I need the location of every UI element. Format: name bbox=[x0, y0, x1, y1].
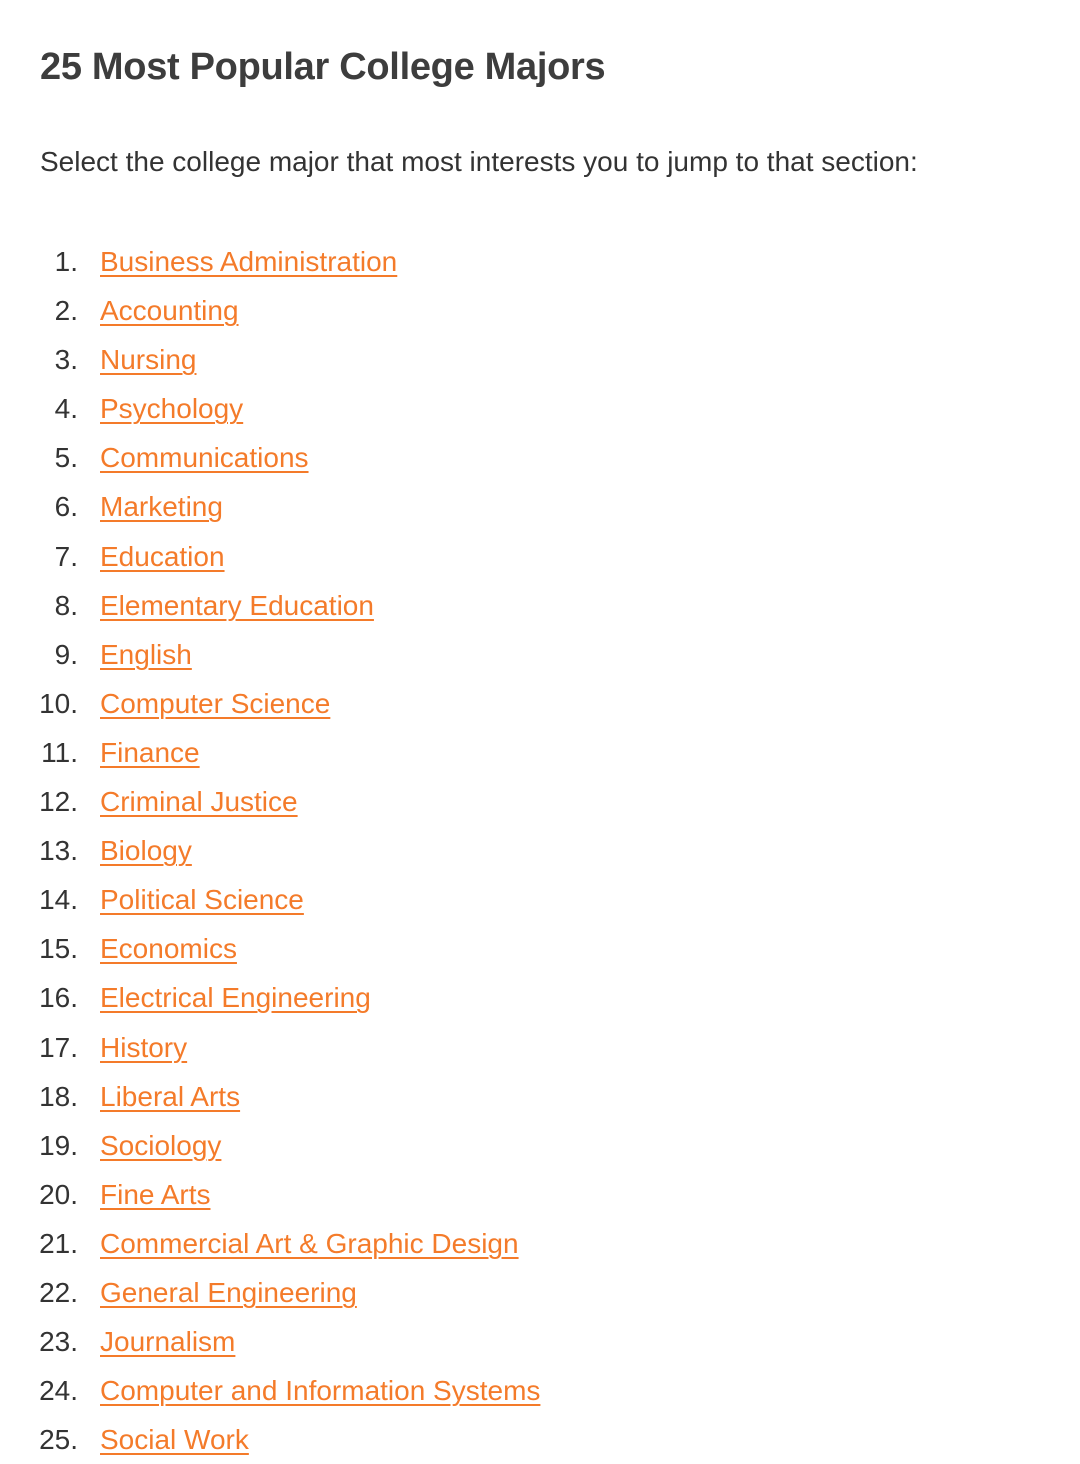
list-item-number: 15. bbox=[39, 933, 78, 965]
list-item-number: 18. bbox=[39, 1080, 78, 1112]
list-item-number: 9. bbox=[54, 638, 78, 670]
major-link[interactable]: Nursing bbox=[100, 344, 197, 376]
list-item-number: 5. bbox=[54, 442, 78, 474]
list-item-number: 14. bbox=[39, 884, 78, 916]
intro-text: Select the college major that most interests you to jump to that section: bbox=[40, 146, 918, 177]
list-item-number: 24. bbox=[39, 1375, 78, 1407]
list-item-number: 3. bbox=[54, 344, 78, 376]
list-item-number: 22. bbox=[39, 1276, 78, 1308]
list-item-number: 2. bbox=[54, 295, 78, 327]
list-item-number: 6. bbox=[54, 491, 78, 523]
major-link[interactable]: Social Work bbox=[100, 1424, 249, 1456]
major-link[interactable]: Electrical Engineering bbox=[100, 982, 371, 1014]
list-item-number: 4. bbox=[54, 393, 78, 425]
major-link[interactable]: Commercial Art & Graphic Design bbox=[100, 1227, 519, 1259]
major-link[interactable]: Political Science bbox=[100, 884, 304, 916]
list-item-number: 23. bbox=[39, 1326, 78, 1358]
major-link[interactable]: Communications bbox=[100, 442, 309, 474]
major-link[interactable]: Business Administration bbox=[100, 246, 398, 277]
major-link[interactable]: Sociology bbox=[100, 1129, 222, 1161]
major-link[interactable]: English bbox=[100, 638, 192, 670]
major-link[interactable]: Computer Science bbox=[100, 687, 331, 719]
major-link[interactable]: Journalism bbox=[100, 1326, 236, 1358]
major-link[interactable]: Liberal Arts bbox=[100, 1080, 241, 1112]
major-link[interactable]: Criminal Justice bbox=[100, 786, 298, 818]
major-link[interactable]: Marketing bbox=[100, 491, 223, 523]
list-item-number: 17. bbox=[39, 1031, 78, 1063]
major-link[interactable]: Economics bbox=[100, 933, 237, 965]
list-item-number: 1. bbox=[54, 246, 78, 277]
list-item-number: 8. bbox=[54, 589, 78, 621]
list-item-number: 19. bbox=[39, 1129, 78, 1161]
list-item-number: 13. bbox=[39, 835, 78, 867]
major-link[interactable]: Psychology bbox=[100, 393, 244, 425]
list-item-number: 11. bbox=[41, 736, 78, 768]
page-title: 25 Most Popular College Majors bbox=[40, 46, 606, 88]
major-link[interactable]: Education bbox=[100, 540, 225, 572]
major-link[interactable]: Biology bbox=[100, 835, 192, 867]
major-link[interactable]: Fine Arts bbox=[100, 1178, 211, 1210]
major-link[interactable]: Finance bbox=[100, 736, 200, 768]
list-item-number: 10. bbox=[39, 687, 78, 719]
list-item-number: 25. bbox=[39, 1424, 78, 1456]
list-item-number: 12. bbox=[39, 786, 78, 818]
list-item-number: 21. bbox=[39, 1227, 78, 1259]
major-link[interactable]: Computer and Information Systems bbox=[100, 1375, 541, 1407]
major-link[interactable]: Elementary Education bbox=[100, 589, 374, 621]
major-link[interactable]: Accounting bbox=[100, 295, 239, 327]
list-item-number: 20. bbox=[39, 1178, 78, 1210]
list-item-number: 16. bbox=[39, 982, 78, 1014]
major-link[interactable]: History bbox=[100, 1031, 188, 1063]
major-link[interactable]: General Engineering bbox=[100, 1276, 357, 1308]
list-item-number: 7. bbox=[54, 540, 78, 572]
